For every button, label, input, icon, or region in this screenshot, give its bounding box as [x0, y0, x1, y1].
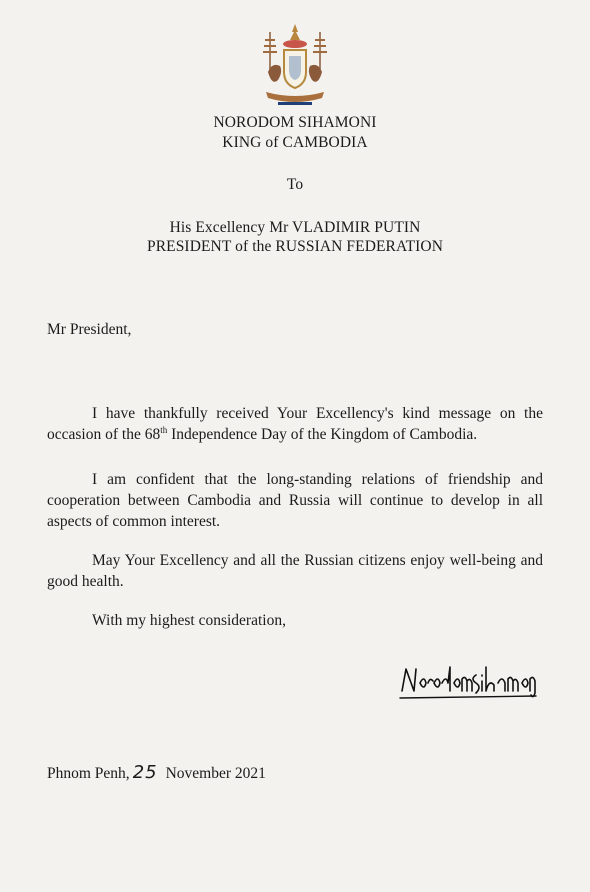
recipient-name: His Excellency Mr VLADIMIR PUTIN: [169, 219, 421, 236]
ordinal-suffix: th: [160, 424, 168, 435]
paragraph-2: I am confident that the long-standing relations of friendship and cooperation between Cambodia and Russia will continue to develop in all aspects of common interest.: [47, 471, 543, 530]
place-date: [47, 762, 266, 783]
recipient-title: PRESIDENT of the RUSSIAN FEDERATION: [146, 238, 443, 255]
sender-title: KING of CAMBODIA: [222, 134, 368, 151]
handwritten-signature: [398, 661, 538, 701]
paragraph-1-text: I have thankfully received Your Excellency's kind message on the occasion of the 68: [47, 405, 543, 443]
royal-coat-of-arms-icon: [256, 22, 334, 108]
sender-name: NORODOM SIHAMONI: [213, 114, 377, 131]
paragraph-3: May Your Excellency and all the Russian citizens enjoy well-being and good health.: [47, 552, 543, 590]
handwritten-day: 25: [132, 762, 158, 783]
paragraph-1: [47, 403, 543, 445]
closing-line: With my highest consideration,: [92, 612, 286, 629]
to-label: To: [286, 176, 304, 193]
paragraph-1-text-end: Independence Day of the Kingdom of Cambodia.: [167, 426, 478, 443]
month-year: November 2021: [165, 765, 266, 782]
salutation: Mr President,: [47, 321, 132, 338]
place: Phnom Penh,: [47, 765, 130, 782]
